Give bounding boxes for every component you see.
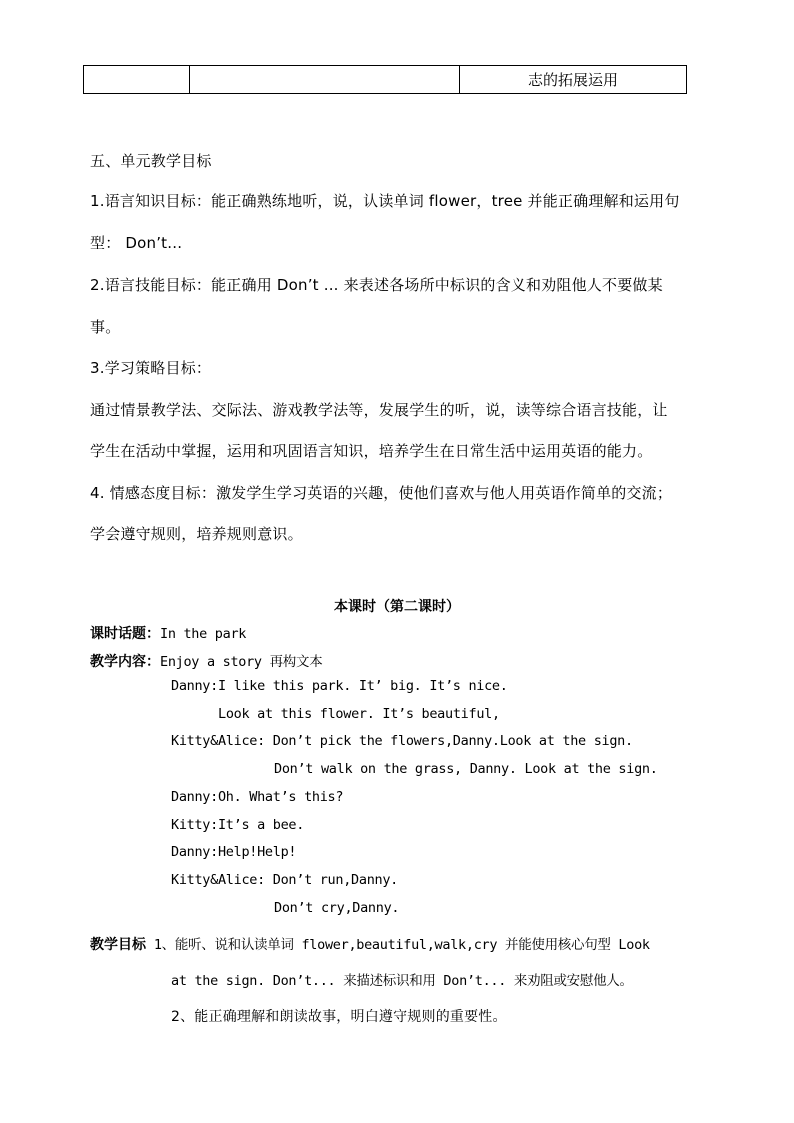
goal4-line1: 4. 情感态度目标：激发学生学习英语的兴趣，使他们喜欢与他人用英语作简单的交流； [90, 484, 673, 502]
table-fragment [83, 65, 687, 94]
content-row [90, 650, 322, 671]
dialogue-line: Don’t walk on the grass, Danny. Look at the sign. [274, 761, 658, 777]
dialogue-line: Don’t cry,Danny. [274, 900, 400, 916]
dialogue-line: Kitty&Alice: Don’t pick the flowers,Danny.Look at the sign. [171, 733, 633, 749]
objective1-row [90, 933, 650, 954]
goal3-line1: 通过情景教学法、交际法、游戏教学法等，发展学生的听，说，读等综合语言技能，让 [90, 401, 668, 419]
goal2-line2: 事。 [90, 318, 121, 336]
goal4-line2: 学会遵守规则，培养规则意识。 [90, 525, 303, 543]
table-cell [190, 66, 460, 93]
dialogue-line: Look at this flower. It’s beautiful, [218, 706, 500, 722]
objectives-label: 教学目标 [90, 937, 146, 953]
goal3-heading: 3.学习策略目标： [90, 359, 212, 377]
section-heading: 五、单元教学目标 [90, 152, 212, 170]
dialogue-line: Danny:Help!Help! [171, 844, 297, 860]
goal1-line1: 1.语言知识目标：能正确熟练地听，说，认读单词 flower，tree 并能正确理解和运用句 [90, 192, 680, 210]
content-value: Enjoy a story 再构文本 [160, 654, 323, 670]
table-cell: 志的拓展运用 [527, 71, 618, 89]
goal3-line2: 学生在活动中掌握，运用和巩固语言知识，培养学生在日常生活中运用英语的能力。 [90, 442, 653, 460]
objective2: 2、能正确理解和朗读故事，明白遵守规则的重要性。 [171, 1009, 507, 1025]
objective1-line1: 1、能听、说和认读单词 flower,beautiful,walk,cry 并能使用核心句型 Look [153, 937, 650, 953]
objective1-line2: at the sign. Don’t... 来描述标识和用 Don’t... 来劝阻或安慰他人。 [171, 973, 633, 989]
lesson-title: 本课时（第二课时） [334, 599, 460, 615]
goal1-line2: 型： Don’t... [90, 234, 183, 252]
dialogue-line: Kitty:It’s a bee. [171, 817, 305, 833]
topic-value: In the park [160, 626, 247, 642]
dialogue-line: Kitty&Alice: Don’t run,Danny. [171, 872, 399, 888]
dialogue-line: Danny:I like this park. It’ big. It’s nice. [171, 678, 508, 694]
table-cell [84, 66, 190, 93]
goal2-line1: 2.语言技能目标：能正确用 Don’t ... 来表述各场所中标识的含义和劝阻他人不要做某 [90, 276, 663, 294]
content-label: 教学内容： [90, 654, 160, 670]
topic-row [90, 623, 246, 643]
dialogue-line: Danny:Oh. What’s this? [171, 789, 344, 805]
topic-label: 课时话题： [90, 626, 160, 642]
